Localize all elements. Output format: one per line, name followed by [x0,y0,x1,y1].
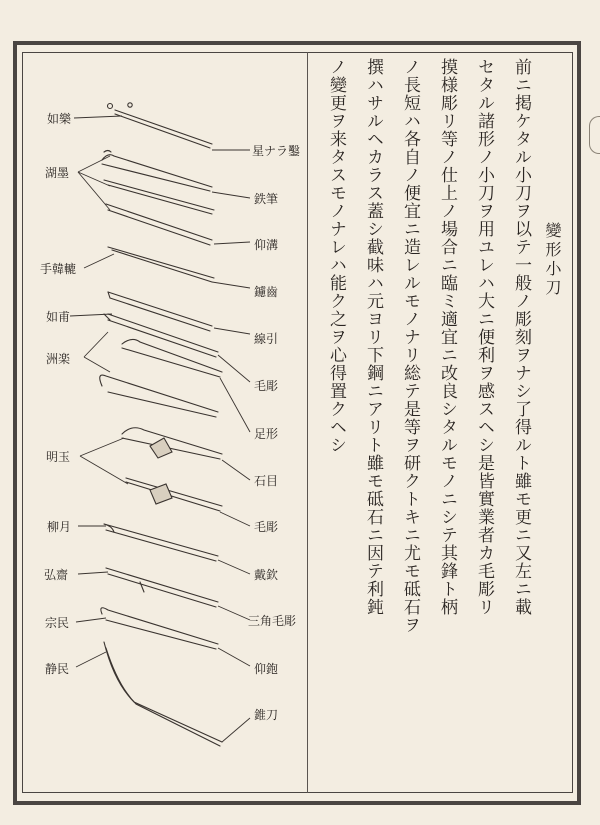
text-column-3: 摸様彫リ等ノ仕上ノ場合ニ臨ミ適宜ニ改良シタルモノニシテ其鋒ト柄 [437,58,457,616]
label-liuyue: 柳月 [47,520,72,534]
text-column-6: ノ變更ヲ来タスモノナレハ能ク之ヲ心得置クヘシ [326,58,346,454]
knife-15 [104,642,222,746]
text-column-1: 前ニ掲ケタル小刀ヲ以テ一般ノ彫刻ヲナシ了得ルト雖モ更ニ又左ニ載 [511,58,531,616]
knife-5 [108,247,214,282]
label-jingmin: 静民 [45,662,70,676]
knife-4 [106,204,212,245]
knife-14 [101,608,218,649]
label-ruyue: 如甫 [46,310,71,324]
label-sanjiao: 三角毛彫 [248,614,297,628]
label-yanggou: 仰溝 [254,238,279,252]
label-hubo: 湖墨 [45,166,70,180]
label-maodiao: 毛彫 [254,379,279,393]
label-xianyin: 線引 [254,332,279,346]
label-yanggou2: 仰鉋 [254,662,279,676]
knife-9 [100,375,218,417]
knife-7 [104,314,218,357]
knife-2 [102,151,212,192]
text-column-2: セタル諸形ノ小刀ヲ用ユレハ大ニ便利ヲ感スヘシ是皆實業者カ毛彫リ [474,58,494,616]
label-hongqi: 弘齋 [44,568,69,582]
label-zongmin: 宗民 [45,616,70,630]
column-divider [307,52,308,793]
label-daiqin: 戴欽 [254,568,279,582]
label-xingkang: 星ナラ鑿 [252,144,301,158]
section-heading: 變形小刀 [543,222,562,298]
knife-8 [122,339,222,377]
label-maodiao2: 毛彫 [254,520,279,534]
label-tezu: 手韓轆 [40,262,77,276]
label-tiebi: 鉄筆 [254,192,279,206]
label-mingyu: 明玉 [46,450,71,464]
label-zhoule: 洲楽 [46,352,71,366]
text-column-4: ノ長短ハ各自ノ便宜ニ造レルモノナリ総テ是等ヲ研クトキニ尤モ砥石ヲ [400,58,420,634]
text-column-5: 撰ハサルヘカラス蓋シ截味ハ元ヨリ下鋼ニアリト雖モ砥石ニ因テ利鈍 [363,58,383,616]
label-zhuidao: 錐刀 [254,708,279,722]
knife-11 [126,478,222,511]
label-ruyi: 如樂 [47,112,72,126]
label-shimu: 石目 [254,474,279,488]
page-edge-mark [589,116,600,154]
label-yaxiao: 鑢齒 [254,285,279,299]
knife-13 [106,568,218,607]
knife-1 [108,103,213,148]
label-zuxing: 足形 [254,427,279,441]
knife-12 [104,524,218,561]
knife-10 [122,428,222,459]
